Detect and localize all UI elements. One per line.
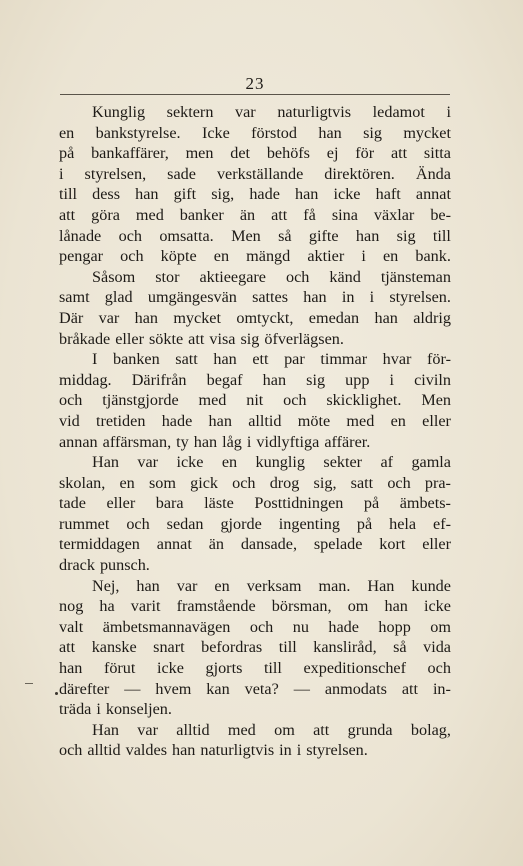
word: kunglig xyxy=(255,453,305,472)
word: på xyxy=(59,144,75,163)
word: tjänstgjorde xyxy=(102,391,179,410)
text-line xyxy=(59,102,451,123)
word: anmodats xyxy=(324,679,387,698)
word: vida xyxy=(423,638,451,657)
word: satt xyxy=(175,350,198,369)
word: drack xyxy=(59,556,95,575)
word: bara xyxy=(155,494,184,513)
text-line xyxy=(59,679,451,700)
word: skolan, xyxy=(59,473,106,492)
word: Därifrån xyxy=(131,370,187,389)
word: eller xyxy=(422,411,451,430)
word: i xyxy=(296,741,302,760)
text-line xyxy=(59,740,451,761)
margin-dot xyxy=(55,692,58,695)
word: med xyxy=(227,720,256,739)
word: och xyxy=(427,659,451,678)
word: han xyxy=(262,370,287,389)
text-line xyxy=(59,226,451,247)
word: på xyxy=(356,514,373,533)
word: ämbets- xyxy=(399,494,451,513)
word: bank. xyxy=(415,247,451,266)
word: tade xyxy=(59,494,86,513)
word: att xyxy=(59,205,76,224)
word: drog xyxy=(269,473,300,492)
word: valt xyxy=(59,617,84,636)
word: att xyxy=(401,679,418,698)
word: omtyckt, xyxy=(236,308,294,327)
word: låg xyxy=(222,432,242,451)
word: än xyxy=(208,535,224,554)
word: Ända xyxy=(415,164,451,183)
word: sedan xyxy=(166,514,204,533)
word: och xyxy=(120,247,144,266)
word: Nej, xyxy=(92,576,120,595)
margin-mark xyxy=(25,683,33,684)
word: gamla xyxy=(411,453,451,472)
word: han xyxy=(172,741,196,760)
text-line xyxy=(59,514,451,535)
text-line xyxy=(59,596,451,617)
word: bankaffärer, xyxy=(91,144,169,163)
word: icke xyxy=(156,659,184,678)
word: nu xyxy=(292,617,309,636)
word: in xyxy=(279,741,292,760)
text-line xyxy=(59,164,451,185)
word: på xyxy=(363,494,380,513)
word: vid xyxy=(59,411,80,430)
word: Kunglig xyxy=(92,103,146,121)
word: veta? xyxy=(244,679,279,698)
word: han xyxy=(136,576,160,595)
word: in xyxy=(341,288,355,307)
word: annan xyxy=(59,432,98,451)
word: han xyxy=(374,308,398,327)
word: gjorde xyxy=(220,514,262,533)
word: ty xyxy=(176,432,189,451)
word: hopp xyxy=(378,617,411,636)
word: och xyxy=(283,391,307,410)
word: in- xyxy=(432,679,451,698)
word: eller xyxy=(106,494,136,513)
word: annat xyxy=(156,535,192,554)
word: och xyxy=(285,267,310,286)
word: — xyxy=(124,679,141,698)
word: och xyxy=(387,473,411,492)
word: en xyxy=(59,123,75,142)
text-line xyxy=(59,617,451,638)
word: satt xyxy=(350,473,374,492)
word: som xyxy=(148,473,176,492)
word: han xyxy=(59,659,83,678)
word: annat xyxy=(415,185,451,204)
word: han xyxy=(355,226,380,245)
word: kunde xyxy=(411,576,451,595)
word: till xyxy=(432,226,451,245)
word: i xyxy=(246,432,252,451)
word: banker xyxy=(179,205,224,224)
text-line xyxy=(59,370,451,391)
word: affärer. xyxy=(324,432,371,451)
word: och xyxy=(249,617,274,636)
text-line xyxy=(59,411,451,432)
word: var xyxy=(98,308,120,327)
word: aktier xyxy=(307,247,345,266)
word: så xyxy=(278,226,292,245)
word: varit xyxy=(130,597,161,616)
word: en xyxy=(390,411,406,430)
text-line xyxy=(59,555,451,576)
word: känd xyxy=(329,267,361,286)
header-rule xyxy=(60,94,450,95)
word: hade xyxy=(161,411,193,430)
word: nog xyxy=(59,597,84,616)
word: lånade xyxy=(59,226,102,245)
word: att xyxy=(390,144,408,163)
text-line xyxy=(59,637,451,658)
word: tretiden xyxy=(95,411,146,430)
word: ej xyxy=(326,144,339,163)
word: sekter xyxy=(323,453,363,472)
word: styrelsen. xyxy=(389,288,451,307)
word: han xyxy=(208,411,232,430)
word: han xyxy=(193,432,218,451)
word: expeditionschef xyxy=(303,659,406,678)
word: konseljen. xyxy=(105,700,172,719)
word: verkställande xyxy=(216,164,304,183)
word: gick xyxy=(190,473,218,492)
word: han xyxy=(295,185,319,204)
text-line xyxy=(59,390,451,411)
word: i xyxy=(96,700,101,719)
word: köpte xyxy=(160,247,197,266)
word: Icke xyxy=(201,123,230,142)
word: eller xyxy=(422,535,451,554)
word: Men xyxy=(231,226,261,245)
word: sig xyxy=(396,226,416,245)
word: icke xyxy=(176,453,204,472)
word: läste xyxy=(204,494,234,513)
word: Posttidningen xyxy=(254,494,344,513)
word: I xyxy=(92,350,98,369)
word: punsch. xyxy=(99,556,150,575)
word: och xyxy=(59,741,83,760)
word: att xyxy=(313,720,330,739)
word: han xyxy=(303,288,327,307)
word: verksam xyxy=(246,576,302,595)
word: bankstyrelse. xyxy=(95,123,181,142)
word: framstående xyxy=(176,597,256,616)
word: det xyxy=(230,144,251,163)
word: och xyxy=(232,473,256,492)
text-line xyxy=(59,493,451,514)
text-line xyxy=(59,658,451,679)
page-number: 23 xyxy=(245,74,265,93)
word: skicklighet. xyxy=(326,391,402,410)
text-line xyxy=(59,205,451,226)
word: med xyxy=(198,391,227,410)
word: af xyxy=(380,453,394,472)
word: sökte xyxy=(149,329,184,348)
word: ledamot xyxy=(372,103,425,121)
word: var xyxy=(137,720,158,739)
text-line xyxy=(59,452,451,473)
word: Han xyxy=(367,576,395,595)
word: i xyxy=(361,247,366,266)
word: snart xyxy=(153,638,185,657)
word: och xyxy=(126,514,150,533)
word: sig xyxy=(306,370,326,389)
word: hade xyxy=(249,185,280,204)
word: alltid xyxy=(176,720,210,739)
word: icke xyxy=(333,185,361,204)
word: dess xyxy=(92,185,121,204)
word: affärsman, xyxy=(102,432,172,451)
word: emedan xyxy=(308,308,360,327)
word: Där xyxy=(59,308,84,327)
word: förut xyxy=(103,659,136,678)
text-line xyxy=(59,246,451,267)
word: bolag, xyxy=(410,720,451,739)
page-header xyxy=(60,74,450,96)
text-line xyxy=(59,432,451,453)
word: var xyxy=(176,576,198,595)
text-line xyxy=(59,123,451,144)
word: sig xyxy=(240,329,260,348)
word: valdes xyxy=(125,741,168,760)
word: kanske xyxy=(91,638,137,657)
word: sattes xyxy=(252,288,289,307)
word: sig, xyxy=(211,185,235,204)
word: ämbetsmannavägen xyxy=(102,617,231,636)
text-line xyxy=(59,576,451,597)
word: direktören. xyxy=(324,164,395,183)
word: i xyxy=(446,103,451,121)
text-line xyxy=(59,699,451,720)
word: i xyxy=(369,288,375,307)
word: umgängesvän xyxy=(147,288,237,307)
word: därefter xyxy=(59,679,110,698)
word: till xyxy=(263,659,282,678)
word: en xyxy=(382,247,399,266)
word: börsman, xyxy=(271,597,332,616)
word: hvem xyxy=(155,679,192,698)
word: pengar xyxy=(59,247,104,266)
text-line xyxy=(59,329,451,350)
word: och xyxy=(118,226,142,245)
word: eller xyxy=(115,329,144,348)
text-line xyxy=(59,720,451,741)
text-line xyxy=(59,143,451,164)
word: förstod xyxy=(251,123,297,142)
word: för xyxy=(355,144,375,163)
word: hvar xyxy=(382,350,412,369)
word: grunda xyxy=(347,720,393,739)
word: med xyxy=(346,411,375,430)
word: mängd xyxy=(246,247,291,266)
word: civiln xyxy=(414,370,451,389)
word: visa xyxy=(209,329,236,348)
word: sade xyxy=(167,164,196,183)
word: man. xyxy=(318,576,351,595)
word: bråkade xyxy=(59,329,111,348)
word: banken xyxy=(112,350,160,369)
word: aktieegare xyxy=(199,267,266,286)
word: rummet xyxy=(59,514,110,533)
word: en xyxy=(119,473,135,492)
word: kort xyxy=(379,535,406,554)
word: en xyxy=(213,247,230,266)
word: han xyxy=(213,350,237,369)
word: var xyxy=(235,103,256,121)
word: kan xyxy=(206,679,230,698)
word: samt xyxy=(59,288,90,307)
word: till xyxy=(278,638,297,657)
word: en xyxy=(214,576,230,595)
word: växlar xyxy=(373,205,415,224)
text-line xyxy=(59,184,451,205)
body-text xyxy=(59,102,451,761)
word: styrelsen, xyxy=(84,164,147,183)
word: träda xyxy=(59,700,92,719)
word: om xyxy=(347,597,369,616)
word: att xyxy=(59,638,76,657)
word: möte xyxy=(297,411,331,430)
word: sektern xyxy=(166,103,214,121)
word: icke xyxy=(423,597,451,616)
word: om xyxy=(274,720,295,739)
word: få xyxy=(303,205,316,224)
word: att xyxy=(188,329,205,348)
word: han xyxy=(134,308,158,327)
word: Han xyxy=(92,720,119,739)
word: om xyxy=(430,617,451,636)
word: termiddagen xyxy=(59,535,140,554)
word: naturligtvis xyxy=(277,103,352,121)
word: ha xyxy=(99,597,115,616)
word: att xyxy=(271,205,288,224)
word: tjänsteman xyxy=(380,267,451,286)
word: Såsom xyxy=(92,267,136,286)
word: begaf xyxy=(206,370,243,389)
word: Han xyxy=(92,453,119,472)
word: behöfs xyxy=(266,144,310,163)
word: han xyxy=(384,597,408,616)
word: haft xyxy=(375,185,401,204)
word: stor xyxy=(155,267,180,286)
word: öfverlägsen. xyxy=(264,329,344,348)
word: ett xyxy=(252,350,269,369)
word: pra- xyxy=(424,473,451,492)
word: var xyxy=(137,453,159,472)
word: glad xyxy=(104,288,133,307)
word: sig xyxy=(363,123,382,142)
word: naturligtvis xyxy=(200,741,275,760)
word: gjorts xyxy=(205,659,243,678)
text-line xyxy=(59,308,451,329)
word: kansliråd, xyxy=(313,638,377,657)
word: ef- xyxy=(433,514,451,533)
word: i xyxy=(389,370,395,389)
word: middag. xyxy=(59,370,112,389)
word: dansade, xyxy=(240,535,298,554)
word: — xyxy=(293,679,310,698)
word: mycket xyxy=(173,308,221,327)
word: göra xyxy=(91,205,120,224)
word: hela xyxy=(389,514,417,533)
text-line xyxy=(59,287,451,308)
word: till xyxy=(59,185,77,204)
word: befordras xyxy=(201,638,263,657)
word: men xyxy=(185,144,214,163)
word: i xyxy=(59,164,64,183)
word: be- xyxy=(430,205,451,224)
word: sig, xyxy=(313,473,337,492)
word: mycket xyxy=(403,123,451,142)
word: par xyxy=(284,350,305,369)
text-line xyxy=(59,349,451,370)
word: ingenting xyxy=(278,514,340,533)
text-line xyxy=(59,534,451,555)
word: nit xyxy=(246,391,264,410)
word: han xyxy=(318,123,342,142)
word: vidlyftiga xyxy=(256,432,320,451)
word: sina xyxy=(331,205,358,224)
word: än xyxy=(239,205,256,224)
word: sitta xyxy=(423,144,451,163)
word: Men xyxy=(421,391,451,410)
text-line xyxy=(59,267,451,288)
word: med xyxy=(135,205,164,224)
word: upp xyxy=(345,370,370,389)
word: timmar xyxy=(320,350,368,369)
word: och xyxy=(59,391,83,410)
word: så xyxy=(393,638,407,657)
word: gifte xyxy=(308,226,339,245)
word: spelade xyxy=(313,535,363,554)
word: en xyxy=(221,453,238,472)
word: omsatta. xyxy=(159,226,214,245)
word: alltid xyxy=(248,411,282,430)
word: han xyxy=(135,185,159,204)
text-line xyxy=(59,473,451,494)
word: styrelsen. xyxy=(306,741,368,760)
word: hade xyxy=(328,617,359,636)
word: alltid xyxy=(87,741,121,760)
word: gift xyxy=(173,185,197,204)
word: för- xyxy=(427,350,451,369)
word: aldrig xyxy=(413,308,451,327)
